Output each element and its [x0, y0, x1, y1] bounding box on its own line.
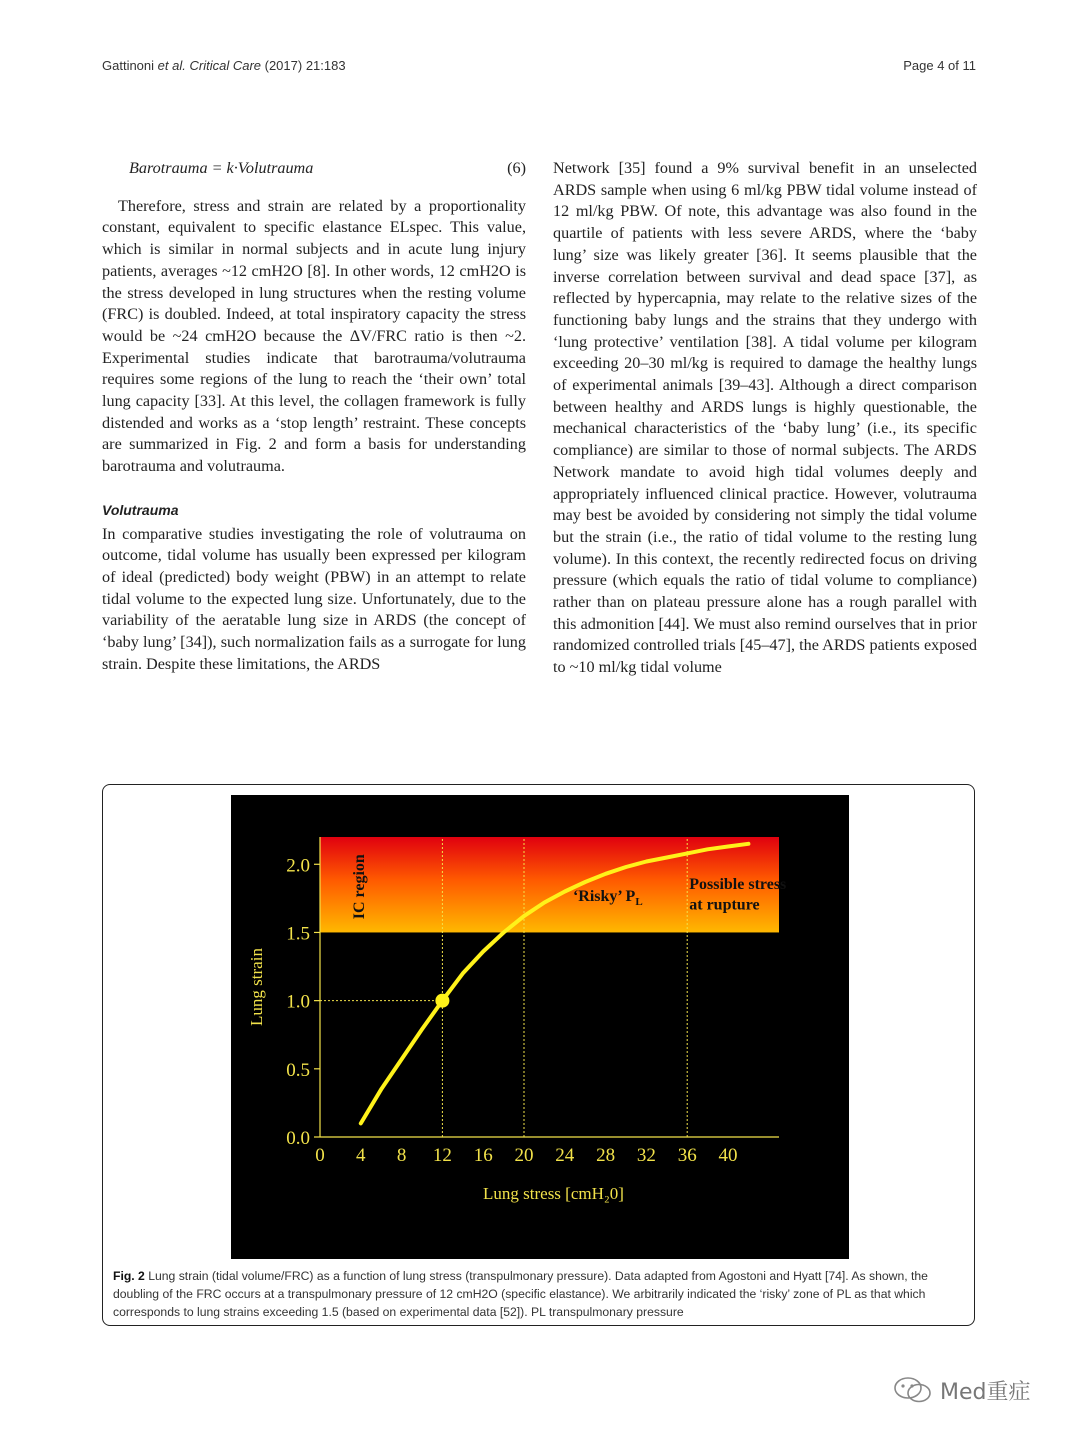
x-tick-label: 28	[596, 1145, 616, 1166]
y-tick-label: 1.5	[286, 923, 310, 945]
equation-formula: Barotrauma = k·Volutrauma	[129, 159, 314, 177]
caption-text: Lung strain (tidal volume/FRC) as a function of lung stress (transpulmonary pressure). Data adapted from Agostoni and Hyatt [74]. As shown, the doubling of the FRC occurs at a transpulmonary pressure of 12 cmH2O (specific elastance). We arbitrarily indicated the ‘risky’ zone of PL as that which corresponds to lung strains exceeding 1.5 (based on experimental data [52]). PL transpulmonary pressure	[113, 1269, 928, 1319]
section-heading: Volutrauma	[102, 501, 179, 518]
x-tick-label: 32	[636, 1145, 656, 1166]
y-tick-label: 0.0	[286, 1128, 310, 1149]
rupture-label-line2: at rupture	[689, 896, 760, 914]
rupture-label-line1: Possible stress	[689, 875, 787, 893]
equation-number: (6)	[507, 159, 526, 177]
wechat-icon	[892, 1375, 934, 1405]
header-authors: Gattinoni	[102, 58, 155, 73]
y-tick-label: 1.0	[286, 991, 310, 1013]
figure-caption	[113, 1267, 958, 1321]
lung-strain-chart	[231, 795, 849, 1259]
paragraph: In comparative studies investigating the role of volutrauma on outcome, tidal volume has usually been expressed per kilogram of ideal (predicted) body weight (PBW) in an attempt to relate tidal volume to the expected lung size. Unfortunately, due to the variability of the aeratable lung size in ARDS (the concept of ‘baby lung’ [34]), such normalization fails as a surrogate for lung strain. Despite these limitations, the ARDS	[102, 524, 526, 673]
header-citation: (2017) 21:183	[264, 58, 346, 73]
y-tick-label: 0.5	[286, 1059, 310, 1081]
equation	[102, 158, 526, 180]
x-tick-label: 0	[315, 1145, 325, 1166]
x-tick-label: 36	[677, 1145, 697, 1166]
ic-region-label: IC region	[351, 854, 368, 920]
x-tick-label: 4	[356, 1145, 366, 1166]
figure	[102, 784, 975, 1326]
paragraph: Network [35] found a 9% survival benefit in an unselected ARDS sample when using 6 ml/kg PBW tidal volume instead of 12 ml/kg PBW. Of note, this advantage was also found in the quartile of patients with less severe ARDS, where the ‘baby lung’ size was likely greater [36]. It seems plausible that the inverse correlation between survival and dead space [37], as reflected by hypercapnia, may relate to the relative sizes of the functioning baby lungs and the strains that they undergo with ‘lung protective’ ventilation [38]. A tidal volume per kilogram exceeding 20–30 ml/kg is required to damage the healthy lungs of experimental animals [39–43]. Although a direct comparison between healthy and ARDS lungs is highly questionable, the mechanical characteristics of the ‘baby lung’ (i.e., its specific compliance) are similar to those of normal subjects. The ARDS Network mandate to avoid high tidal volumes deeply and appropriately influenced clinical practice. However, volutrauma may best be avoided by considering not simply the tidal volume but the strain (i.e., the ratio of tidal volume to the resting lung volume). In this context, the recently redirected focus on driving pressure (which equals the ratio of tidal volume to compliance) rather than on plateau pressure alone has a rough parallel with this admonition [44]. We must also remind ourselves that in prior randomized controlled trials [45–47], the ARDS patients exposed to ~10 ml/kg tidal volume	[553, 159, 977, 677]
right-column	[553, 158, 977, 679]
x-tick-label: 20	[514, 1145, 534, 1166]
y-axis-label: Lung strain	[247, 948, 266, 1026]
x-tick-label: 16	[473, 1145, 493, 1166]
y-tick-label: 2.0	[286, 855, 310, 877]
x-tick-label: 40	[718, 1145, 738, 1166]
left-column	[102, 158, 526, 675]
x-tick-label: 24	[555, 1145, 575, 1166]
page-number: Page 4 of 11	[903, 58, 976, 73]
caption-label: Fig. 2	[113, 1269, 145, 1283]
watermark	[892, 1372, 1052, 1408]
paragraph: Therefore, stress and strain are related by a proportionality constant, equivalent to specific elastance ELspec. This value, which is similar in normal subjects and in acute lung injury patients, averages ~12 cmH2O [8]. In other words, 12 cmH2O is the stress developed in lung structures when the resting volume (FRC) is doubled. Indeed, at total inspiratory capacity the stress would be ~24 cmH2O because the ΔV/FRC ratio is then ~2. Experimental studies indicate that barotrauma/volutrauma requires some regions of the lung to reach the ‘their own’ total lung capacity [33]. At this level, the collagen framework is fully distended and works as a ‘stop length’ restraint. These concepts are summarized in Fig. 2 and form a basis for understanding barotrauma and volutrauma.	[102, 196, 526, 476]
risky-pl-subscript: L	[635, 896, 643, 909]
running-header	[102, 58, 346, 73]
x-tick-label: 8	[396, 1145, 407, 1166]
x-axis-label: Lung stress [cmH₂0]	[483, 1184, 624, 1203]
x-tick-label: 12	[432, 1145, 452, 1166]
highlight-point	[435, 994, 449, 1008]
header-journal: Critical Care	[189, 58, 261, 73]
risky-pl-label: ‘Risky’ $P_L$	[572, 888, 643, 909]
header-etal: et al.	[157, 58, 186, 73]
watermark-text: Med重症	[940, 1379, 1031, 1405]
